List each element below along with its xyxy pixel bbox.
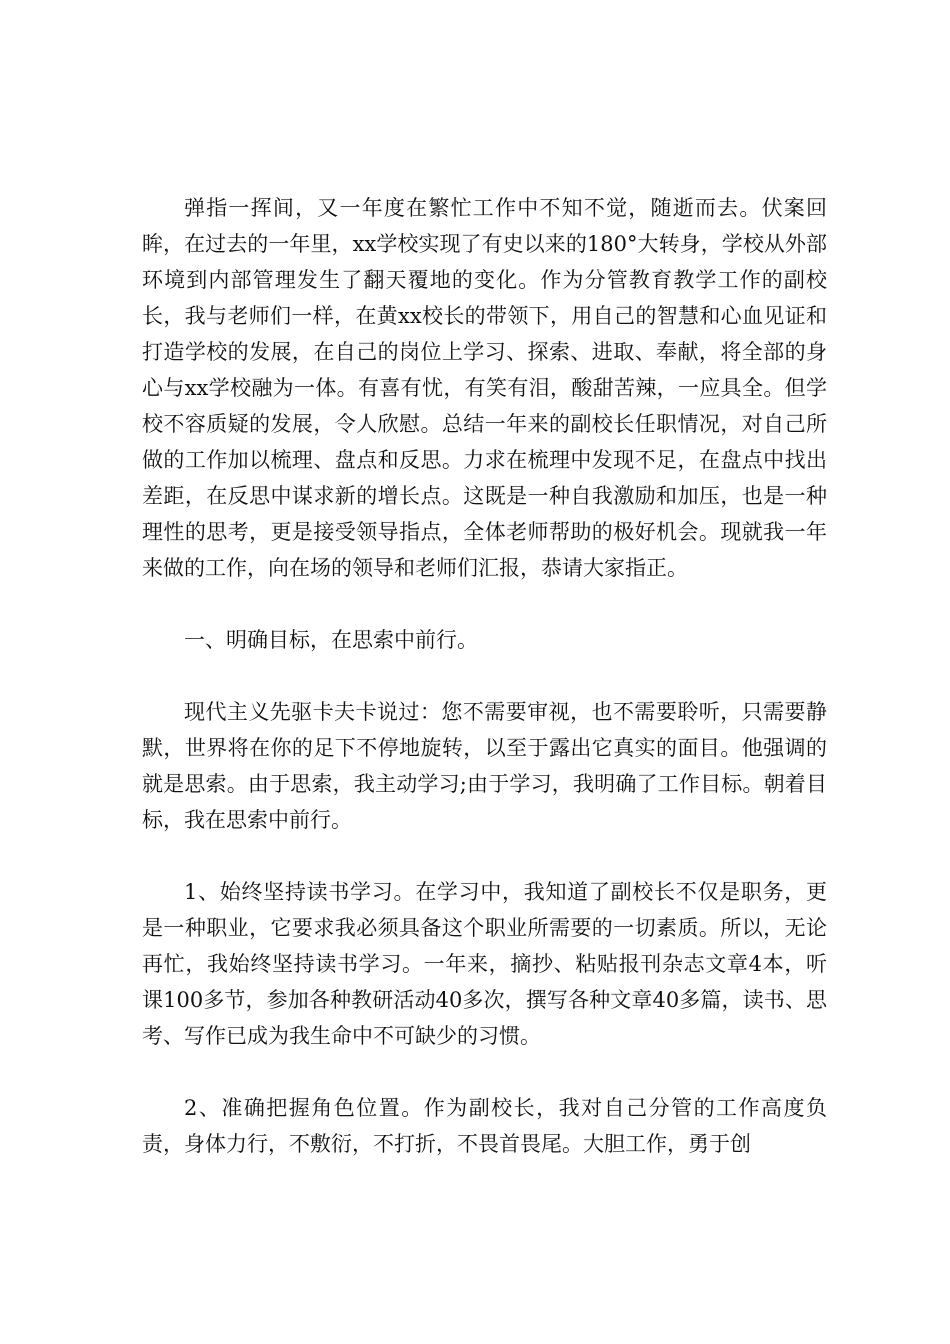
section-heading: 一、明确目标，在思索中前行。 bbox=[184, 628, 478, 652]
paragraph-spacer bbox=[142, 586, 827, 622]
paragraph-spacer bbox=[142, 658, 827, 694]
item-1-paragraph: 1、始终坚持读书学习。在学习中，我知道了副校长不仅是职务，更是一种职业，它要求我必须具备这个职业所需要的一切素质。所以，无论再忙，我始终坚持读书学习。一年来，摘抄、粘贴报刊杂志文章4本，听课100多节，参加各种教研活动40多次，撰写各种文章40多篇，读书、思考、写作已成为我生命中不可缺少的习惯。 bbox=[142, 880, 827, 1048]
paragraph-spacer bbox=[142, 1054, 827, 1090]
document-body bbox=[142, 190, 827, 1162]
item-2-paragraph: 2、准确把握角色位置。作为副校长，我对自己分管的工作高度负责，身体力行，不敷衍，不打折，不畏首畏尾。大胆工作，勇于创 bbox=[142, 1096, 827, 1156]
paragraph-spacer bbox=[142, 838, 827, 874]
quote-paragraph: 现代主义先驱卡夫卡说过：您不需要审视，也不需要聆听，只需要静默，世界将在你的足下不停地旋转，以至于露出它真实的面目。他强调的就是思索。由于思索，我主动学习;由于学习，我明确了工作目标。朝着目标，我在思索中前行。 bbox=[142, 700, 827, 832]
intro-paragraph: 弹指一挥间，又一年度在繁忙工作中不知不觉，随逝而去。伏案回眸，在过去的一年里，xx学校实现了有史以来的180°大转身，学校从外部环境到内部管理发生了翻天覆地的变化。作为分管教育教学工作的副校长，我与老师们一样，在黄xx校长的带领下，用自己的智慧和心血见证和打造学校的发展，在自己的岗位上学习、探索、进取、奉献，将全部的身心与xx学校融为一体。有喜有忧，有笑有泪，酸甜苦辣，一应具全。但学校不容质疑的发展，令人欣慰。总结一年来的副校长任职情况，对自己所做的工作加以梳理、盘点和反思。力求在梳理中发现不足，在盘点中找出差距，在反思中谋求新的增长点。这既是一种自我激励和加压，也是一种理性的思考，更是接受领导指点，全体老师帮助的极好机会。现就我一年来做的工作，向在场的领导和老师们汇报，恭请大家指正。 bbox=[142, 196, 827, 580]
